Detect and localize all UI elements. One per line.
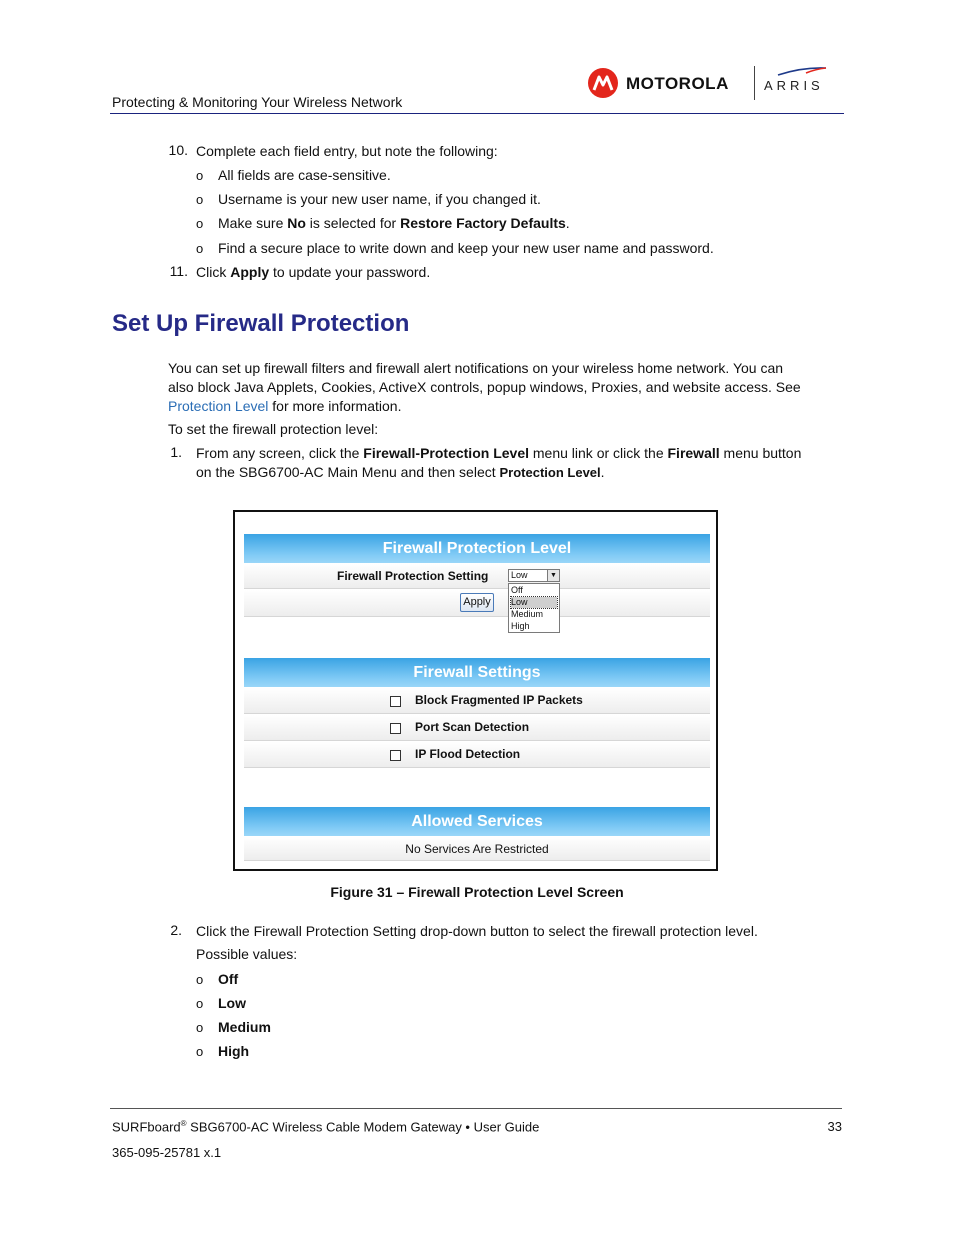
page-number: 33 [827, 1119, 842, 1134]
figure-caption: Figure 31 – Firewall Protection Level Screen [330, 884, 624, 900]
bullet-text: Username is your new user name, if you changed it. [218, 191, 541, 207]
check-row [244, 742, 710, 768]
motorola-logo-icon [588, 68, 618, 98]
allowed-services-bar: Allowed Services [244, 807, 710, 836]
check-row [244, 688, 710, 714]
intro-line: You can set up firewall filters and firewall alert notifications on your wireless home network. You can [168, 360, 784, 376]
arris-swoosh-icon [776, 66, 828, 76]
value-item: Medium [218, 1019, 271, 1035]
apply-button[interactable]: Apply [460, 593, 494, 612]
step-text: Click the Firewall Protection Setting drop-down button to select the firewall protection level. [196, 923, 758, 939]
firewall-protection-level-bar: Firewall Protection Level [244, 534, 710, 563]
intro-line: also block Java Applets, Cookies, ActiveX controls, popup windows, Proxies, and website access. See [168, 379, 801, 395]
step-number: 10. [168, 142, 188, 158]
intro-line: To set the firewall protection level: [168, 421, 379, 437]
logo-separator [754, 66, 755, 100]
step-text: From any screen, click the Firewall-Protection Level menu link or click the Firewall menu button [196, 445, 802, 461]
protection-level-link[interactable]: Protection Level [168, 398, 269, 414]
allowed-row [244, 837, 710, 861]
ip-flood-checkbox[interactable] [390, 750, 401, 761]
step-text: Possible values: [196, 946, 298, 962]
doc-number: 365-095-25781 x.1 [112, 1145, 222, 1160]
protection-level-options [508, 583, 560, 633]
chevron-down-icon[interactable]: ▼ [547, 570, 559, 581]
intro-line: Protection Level for more information. [168, 398, 402, 414]
bullet-text: Make sure No is selected for Restore Factory Defaults. [218, 215, 570, 231]
block-fragmented-checkbox[interactable] [390, 696, 401, 707]
bullet-marker: o [196, 241, 204, 256]
bullet-marker: o [196, 972, 204, 987]
step-number: 1. [170, 444, 182, 460]
protection-level-select[interactable] [508, 569, 560, 582]
section-heading: Set Up Firewall Protection [112, 310, 410, 337]
option-off[interactable]: Off [511, 585, 523, 595]
bullet-text: All fields are case-sensitive. [218, 167, 391, 183]
bullet-marker: o [196, 1020, 204, 1035]
firewall-settings-bar: Firewall Settings [244, 658, 710, 687]
header-rule [110, 113, 844, 114]
check-row [244, 715, 710, 741]
protection-setting-row [244, 564, 710, 589]
step-text: on the SBG6700-AC Main Menu and then select Protection Level. [196, 464, 605, 480]
bullet-marker: o [196, 996, 204, 1011]
option-high[interactable]: High [511, 621, 530, 631]
brand-logo [588, 66, 833, 102]
step-number: 11. [169, 263, 188, 279]
bullet-text: Find a secure place to write down and keep your new user name and password. [218, 240, 714, 256]
port-scan-checkbox[interactable] [390, 723, 401, 734]
firewall-screenshot-figure [233, 510, 718, 871]
bullet-marker: o [196, 1044, 204, 1059]
arris-wordmark: ARRIS [764, 78, 824, 93]
select-value: Low [511, 570, 528, 580]
protection-setting-label: Firewall Protection Setting [337, 569, 489, 583]
value-item: Low [218, 995, 246, 1011]
check-label: Block Fragmented IP Packets [415, 693, 583, 707]
option-medium[interactable]: Medium [511, 609, 544, 619]
bullet-marker: o [196, 168, 204, 183]
step-text: Complete each field entry, but note the following: [196, 143, 498, 159]
check-label: Port Scan Detection [415, 720, 530, 734]
bullet-marker: o [196, 216, 204, 231]
value-item: High [218, 1043, 250, 1059]
option-low[interactable]: Low [511, 597, 557, 608]
step-text: Click Apply to update your password. [196, 264, 431, 280]
motorola-wordmark: MOTOROLA [626, 74, 729, 93]
footer-product: SURFboard® SBG6700-AC Wireless Cable Modem Gateway • User Guide [112, 1119, 540, 1135]
bullet-marker: o [196, 192, 204, 207]
allowed-services-text: No Services Are Restricted [405, 842, 549, 856]
running-header: Protecting & Monitoring Your Wireless Network [112, 94, 403, 110]
footer-rule [110, 1108, 842, 1109]
check-label: IP Flood Detection [415, 747, 521, 761]
value-item: Off [218, 971, 239, 987]
step-number: 2. [170, 922, 182, 938]
